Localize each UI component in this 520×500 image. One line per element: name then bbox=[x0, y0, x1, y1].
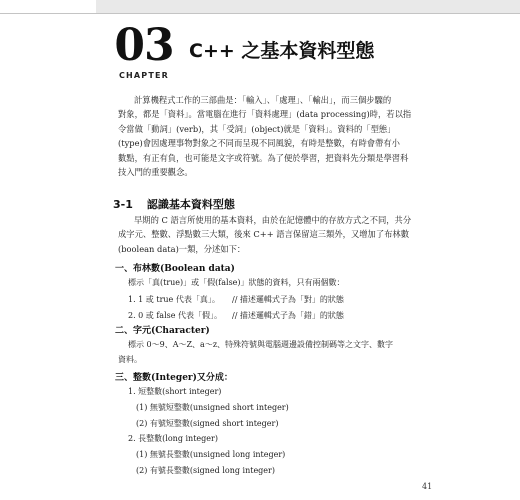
intro-line: 計算機程式工作的三部曲是：「輸入」、「處理」、「輸出」，而三個步驟的 bbox=[134, 95, 392, 105]
header-band-notch bbox=[0, 0, 96, 13]
integer-long: 2. 長整數(long integer) bbox=[128, 434, 218, 443]
intro-line: 數點，有正有負，也可能是文字或符號。為了便於學習，把資料先分類是學習科 bbox=[118, 152, 409, 163]
chapter-label: CHAPTER bbox=[118, 71, 170, 80]
section-number: 3-1 bbox=[113, 198, 133, 211]
intro-line: 技入門的重要觀念。 bbox=[118, 167, 193, 178]
section-intro-line: 早期的 C 語言所使用的基本資料，由於在記憶體中的存放方式之不同，共分 bbox=[134, 215, 412, 225]
boolean-item-false: 2. 0 或 false 代表「假」。 bbox=[128, 311, 223, 320]
boolean-item-true: 1. 1 或 true 代表「真」。 bbox=[128, 295, 220, 304]
intro-line: (type)會因處理事物對象之不同而呈現不同風貌，有時是整數，有時會帶有小 bbox=[118, 138, 400, 149]
intro-line: 令當做「動詞」(verb)，其「受詞」(object)就是「資料」。資料的「型態」 bbox=[118, 123, 396, 134]
integer-short-unsigned: (1) 無號短整數(unsigned short integer) bbox=[136, 403, 289, 412]
integer-short-signed: (2) 有號短整數(signed short integer) bbox=[136, 419, 279, 428]
integer-long-signed: (2) 有號長整數(signed long integer) bbox=[136, 466, 275, 475]
page-number: 41 bbox=[422, 482, 433, 491]
intro-paragraph bbox=[118, 93, 411, 179]
chapter-badge bbox=[114, 22, 174, 80]
boolean-heading: 一、布林數(Boolean data) bbox=[115, 264, 235, 274]
integer-short: 1. 短整數(short integer) bbox=[128, 387, 222, 396]
boolean-item-false-comment: // 描述邏輯式子為「錯」的狀態 bbox=[232, 311, 344, 320]
character-description: 資料。 bbox=[118, 355, 142, 364]
boolean-description: 標示「真(true)」或「假(false)」狀態的資料，只有兩個數： bbox=[128, 278, 345, 287]
chapter-title: C++ 之基本資料型態 bbox=[189, 40, 375, 62]
chapter-header-band bbox=[0, 0, 520, 14]
boolean-item-true-comment: // 描述邏輯式子為「對」的狀態 bbox=[232, 295, 344, 304]
character-description: 標示 0～9、A～Z、a～z、特殊符號與電腦週邊設備控制碼等之文字、數字 bbox=[128, 340, 394, 349]
section-intro-paragraph bbox=[118, 213, 411, 256]
section-intro-line: 成字元、整數、浮點數三大類，後來 C++ 語言保留這三類外，又增加了布林數 bbox=[118, 229, 410, 240]
intro-line: 對象，都是「資料」。當電腦在進行「資料處理」(data processing)時，若以指 bbox=[118, 109, 412, 120]
chapter-number: 03 bbox=[114, 20, 174, 71]
character-heading: 二、字元(Character) bbox=[115, 326, 210, 336]
section-heading bbox=[113, 196, 235, 212]
integer-heading: 三、整數(Integer)又分成： bbox=[115, 373, 233, 383]
integer-long-unsigned: (1) 無號長整數(unsigned long integer) bbox=[136, 450, 286, 459]
section-title: 認識基本資料型態 bbox=[146, 198, 235, 211]
section-intro-line: (boolean data)一類，分述如下： bbox=[118, 243, 246, 254]
